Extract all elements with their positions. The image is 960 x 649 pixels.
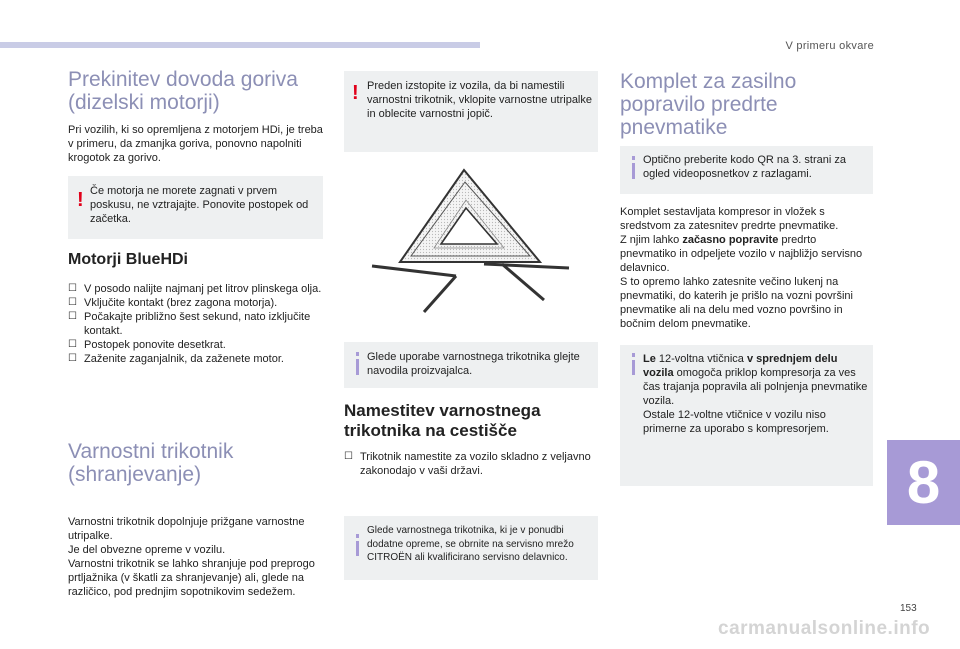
list-item: ☐ Postopek ponovite desetkrat. <box>68 339 226 351</box>
fuel-cutoff-heading: Prekinitev dovoda goriva (dizelski motorji) <box>68 68 298 114</box>
chapter-number-tab: 8 <box>887 440 960 525</box>
triangle-placement-heading: Namestitev varnostnega trikotnika na cestišče <box>344 401 541 440</box>
info-bar-icon <box>356 541 359 556</box>
info-qr-text: Optično preberite kodo QR na 3. strani za ogled videoposnetkov z razlagami. <box>643 154 846 180</box>
info-socket-text: Le 12-voltna vtičnica v sprednjem delu vozila omogoča priklop kompresorja za ves čas trajanja popravila ali polnjenja pnevmatike vozila. Ostale 12-voltne vtičnice v vozilu niso primerne za uporabo s kompresorjem. <box>643 353 868 435</box>
repair-kit-heading: Komplet za zasilno popravilo predrte pnevmatike <box>620 70 797 139</box>
fuel-cutoff-intro: Pri vozilih, ki so opremljena z motorjem HDi, je treba v primeru, da zmanjka goriva, ponovno napolniti krogotok za gorivo. <box>68 124 323 164</box>
list-item: ☐ Počakajte približno šest sekund, nato izključite kontakt. <box>68 311 311 337</box>
exclamation-icon: ! <box>352 82 359 104</box>
checkbox-bullet-icon: ☐ <box>68 297 77 308</box>
warning-restart-text: Če motorja ne morete zagnati v prvem poskusu, ne vztrajajte. Ponovite postopek od začetka. <box>90 185 309 225</box>
exclamation-icon: ! <box>77 189 84 211</box>
bluehdi-heading: Motorji BlueHDi <box>68 251 188 268</box>
triangle-storage-heading: Varnostni trikotnik (shranjevanje) <box>68 440 234 486</box>
top-bar <box>0 42 480 48</box>
list-item: ☐ Zaženite zaganjalnik, da zaženete motor. <box>68 353 284 365</box>
info-box-usage <box>344 342 598 388</box>
triangle-placement-steps <box>344 450 594 478</box>
warning-box-triangle <box>344 71 598 152</box>
chapter-title: V primeru okvare <box>785 40 874 52</box>
warning-triangle-illustration <box>344 152 598 342</box>
checkbox-bullet-icon: ☐ <box>68 283 77 294</box>
info-usage-text: Glede uporabe varnostnega trikotnika glejte navodila proizvajalca. <box>367 351 580 377</box>
list-item: ☐ V posodo nalijte najmanj pet litrov plinskega olja. <box>68 283 322 295</box>
list-item: ☐ Vključite kontakt (brez zagona motorja). <box>68 297 278 309</box>
info-bar-icon <box>632 360 635 375</box>
watermark: carmanualsonline.info <box>718 618 931 639</box>
checkbox-bullet-icon: ☐ <box>68 311 77 322</box>
list-item: ☐ Trikotnik namestite za vozilo skladno z veljavno zakonodajo v vaši državi. <box>344 451 591 477</box>
info-bar-icon <box>632 163 635 179</box>
info-box-accessory <box>344 516 598 580</box>
bluehdi-steps <box>68 282 326 366</box>
checkbox-bullet-icon: ☐ <box>68 353 77 364</box>
info-box-socket <box>620 345 873 486</box>
warning-box-restart <box>68 176 323 239</box>
info-bar-icon <box>356 359 359 375</box>
info-box-qr <box>620 146 873 194</box>
warning-triangle-text: Preden izstopite iz vozila, da bi namestili varnostni trikotnik, vklopite varnostne utripalke in oblecite varnostni jopič. <box>367 80 592 120</box>
checkbox-bullet-icon: ☐ <box>68 339 77 350</box>
info-accessory-text: Glede varnostnega trikotnika, ki je v ponudbi dodatne opreme, se obrnite na servisno mrežo CITROËN ali kvalificirano servisno delavnico. <box>367 525 574 563</box>
checkbox-bullet-icon: ☐ <box>344 451 353 462</box>
triangle-storage-text: Varnostni trikotnik dopolnjuje prižgane varnostne utripalke. Je del obvezne opreme v vozilu. Varnostni trikotnik se lahko shranjuje pod preprogo prtljažnika (v škatli za shranjevanje) ali, glede na različico, pod prednjim sopotnikovim sedežem. <box>68 516 315 598</box>
page-number: 153 <box>900 603 917 614</box>
repair-kit-text: Komplet sestavljata kompresor in vložek s sredstvom za zatesnitev predrte pnevmatike. Z njim lahko začasno popravite predrto pnevmatiko in odpeljete vozilo v najbližjo servisno delavnico. S to opremo lahko zatesnite večino lukenj na pnevmatiki, do katerih je prišlo na vozni površini pnevmatike ali na delu med vozno površino in bočnim delom pnevmatike. <box>620 206 863 330</box>
